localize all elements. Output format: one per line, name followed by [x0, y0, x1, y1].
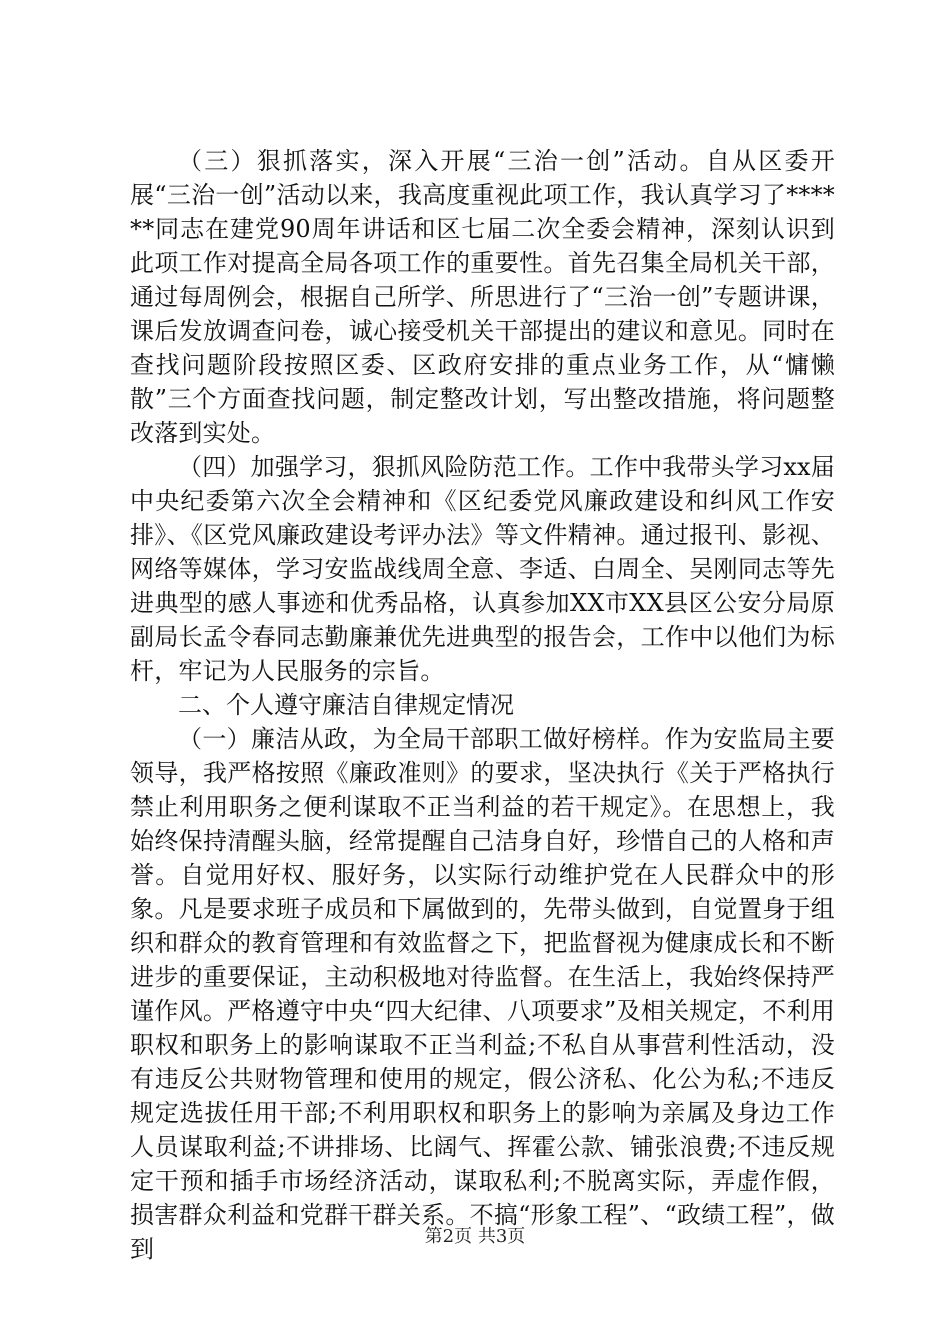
page-number-footer: 第2页 共3页 [424, 1226, 526, 1247]
paragraph-san-zhi-yi-chuang: （三）狠抓落实，深入开展“三治一创”活动。自从区委开展“三治一创”活动以来，我高度重视此项工作，我认真学习了******同志在建党90周年讲话和区七届二次全委会精神，深刻认识到此项工作对提高全局各项工作的重要性。首先召集全局机关干部，通过每周例会，根据自己所学、所思进行了“三治一创”专题讲课，课后发放调查问卷，诚心接受机关干部提出的建议和意见。同时在查找问题阶段按照区委、区政府安排的重点业务工作，从“慵懒散”三个方面查找问题，制定整改计划，写出整改措施，将问题整改落到实处。 [130, 147, 835, 447]
paragraph-clean-governance: （一）廉洁从政，为全局干部职工做好榜样。作为安监局主要领导，我严格按照《廉政准则》的要求，坚决执行《关于严格执行禁止利用职务之便利谋取不正当利益的若干规定》。在思想上，我始终保持清醒头脑，经常提醒自己洁身自好，珍惜自己的人格和声誉。自觉用好权、服好务，以实际行动维护党在人民群众中的形象。凡是要求班子成员和下属做到的，先带头做到，自觉置身于组织和群众的教育管理和有效监督之下，把监督视为健康成长和不断进步的重要保证，主动积极地对待监督。在生活上，我始终保持严谨作风。严格遵守中央“四大纪律、八项要求”及相关规定，不利用职权和职务上的影响谋取不正当利益;不私自从事营利性活动，没有违反公共财物管理和使用的规定，假公济私、化公为私;不违反规定选拔任用干部;不利用职权和职务上的影响为亲属及身边工作人员谋取利益;不讲排场、比阔气、挥霍公款、铺张浪费;不违反规定干预和插手市场经济活动，谋取私利;不脱离实际，弄虚作假，损害群众利益和党群干群关系。不搞“形象工程”、“政绩工程”，做到 [130, 725, 835, 1263]
section-heading-self-discipline: 二、个人遵守廉洁自律规定情况 [178, 691, 514, 719]
document-body [130, 144, 835, 1266]
paragraph-study-risk-prevention: （四）加强学习，狠抓风险防范工作。工作中我带头学习xx届中央纪委第六次全会精神和《区纪委党风廉政建设和纠风工作安排》、《区党风廉政建设考评办法》等文件精神。通过报刊、影视、网络等媒体，学习安监战线周全意、李适、白周全、吴刚同志等先进典型的感人事迹和优秀品格，认真参加XX市XX县区公安分局原副局长孟令春同志勤廉兼优先进典型的报告会，工作中以他们为标杆，牢记为人民服务的宗旨。 [130, 453, 835, 685]
